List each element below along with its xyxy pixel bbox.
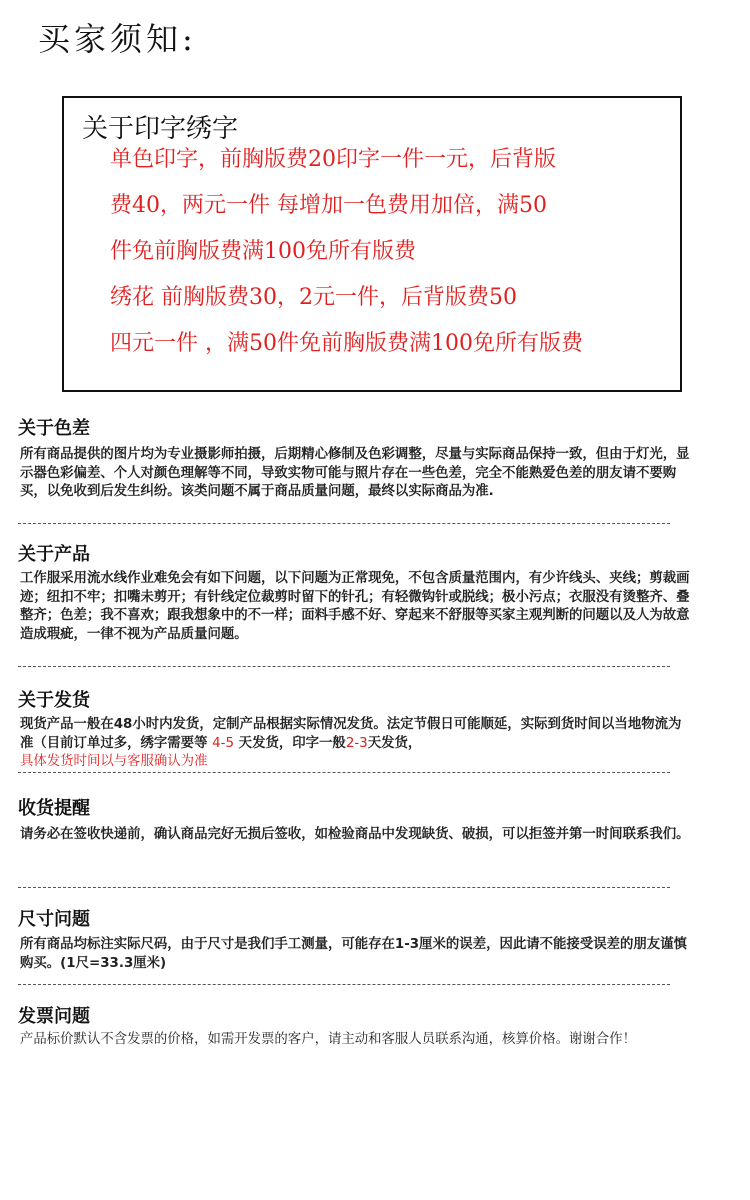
section-title-receiving: 收货提醒 bbox=[18, 798, 90, 819]
shipping-text: 天发货，印字一般 bbox=[234, 735, 346, 751]
section-title-size: 尺寸问题 bbox=[18, 909, 90, 930]
section-body-shipping bbox=[20, 716, 690, 772]
section-title-color: 关于色差 bbox=[18, 418, 90, 439]
section-body-receiving: 请务必在签收快递前，确认商品完好无损后签收，如检验商品中发现缺货、破损，可以拒签并第一时间联系我们。 bbox=[20, 827, 690, 842]
divider bbox=[18, 523, 670, 524]
notice-line: 绣花 前胸版费30，2元一件，后背版费50 bbox=[110, 285, 517, 310]
divider bbox=[18, 984, 670, 985]
section-title-shipping: 关于发货 bbox=[18, 690, 90, 711]
section-body-invoice: 产品标价默认不含发票的价格，如需开发票的客户，请主动和客服人员联系沟通，核算价格。谢谢合作！ bbox=[20, 1032, 636, 1047]
embroidery-notice-box bbox=[62, 96, 682, 392]
divider bbox=[18, 772, 670, 773]
page-title: 买家须知: bbox=[38, 20, 197, 58]
section-body-size: 所有商品均标注实际尺码，由于尺寸是我们手工测量，可能存在1-3厘米的误差，因此请不能接受误差的朋友谨慎购买。(1尺=33.3厘米) bbox=[20, 937, 687, 971]
section-title-invoice: 发票问题 bbox=[18, 1006, 90, 1027]
shipping-text: 现货产品一般在48小时内发货，定制产品根据实际情况发货。法定节假日可能顺延，实际到货时间以当地物流为准（目前订单过多，绣字需要等 bbox=[20, 717, 682, 751]
section-body-product: 工作服采用流水线作业难免会有如下问题，以下问题为正常现免，不包含质量范围内，有少许线头、夹线；剪裁画迹；纽扣不牢；扣嘴未剪开；有针线定位裁剪时留下的针孔；有轻微钩针或脱线；极小污点；衣服没有烫整齐、叠整齐；色差；我不喜欢；跟我想象中的不一样；面料手感不好、穿起来不舒服等买家主观判断的问题以及人为故意造成瑕疵，一律不视为产品质量问题。 bbox=[20, 571, 690, 642]
print-days: 2-3 bbox=[345, 735, 368, 751]
embroidery-days: 4-5 bbox=[212, 735, 235, 751]
notice-heading: 关于印字绣字 bbox=[82, 114, 239, 144]
notice-line: 件免前胸版费满100免所有版费 bbox=[110, 239, 416, 264]
divider bbox=[18, 666, 670, 667]
section-title-product: 关于产品 bbox=[18, 544, 90, 565]
notice-line: 四元一件 ，满50件免前胸版费满100免所有版费 bbox=[110, 331, 583, 356]
divider bbox=[18, 887, 670, 888]
notice-line: 费40，两元一件 每增加一色费用加倍，满50 bbox=[110, 193, 547, 218]
notice-line: 单色印字，前胸版费20印字一件一元，后背版 bbox=[110, 147, 556, 172]
shipping-red-note: 具体发货时间以与客服确认为准 bbox=[20, 754, 208, 769]
shipping-text: 天发货， bbox=[367, 735, 422, 751]
section-body-color: 所有商品提供的图片均为专业摄影师拍摄，后期精心修制及色彩调整，尽量与实际商品保持一致，但由于灯光，显示器色彩偏差、个人对颜色理解等不同，导致实物可能与照片存在一些色差，完全不能熟爱色差的朋友请不要购买，以免收到后发生纠纷。该类问题不属于商品质量问题，最终以实际商品为准. bbox=[20, 447, 690, 499]
